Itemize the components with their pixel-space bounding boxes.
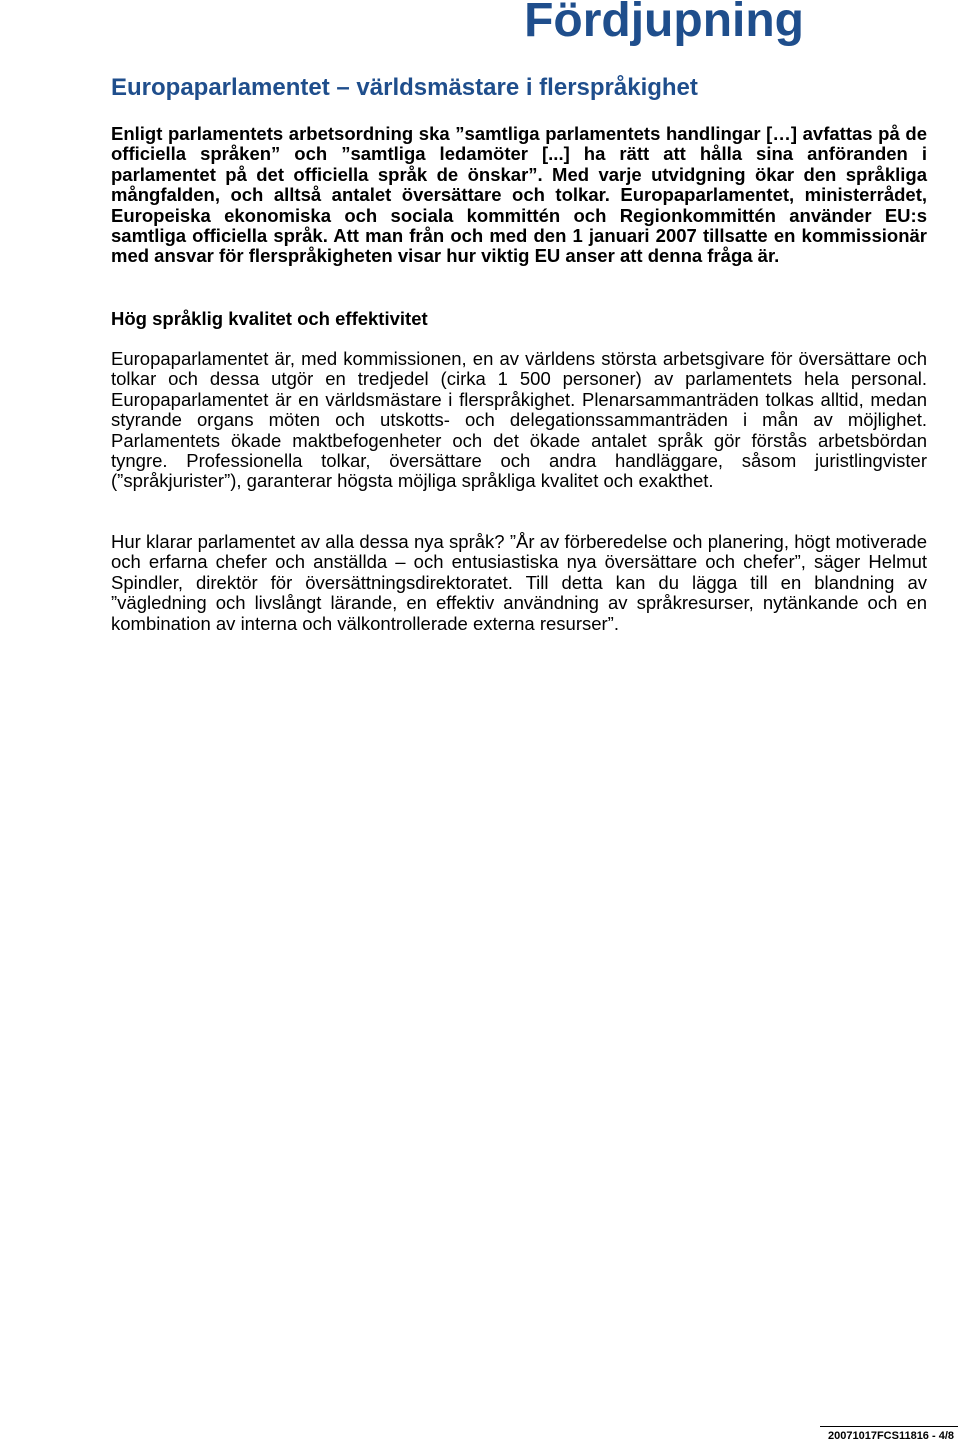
body-paragraph-1: Europaparlamentet är, med kommissionen, en av världens största arbetsgivare för översättare och tolkar och dessa utgör en tredjedel (cirka 1 500 personer) av parlamentets hela personal. Europaparlamentet är en världsmästare i flerspråkighet. Plenarsammanträden tolkas alltid, medan styrande organs möten och utskotts- och delegationssammanträden i mån av möjlighet. Parlamentets ökade maktbefogenheter och det ökade antalet språk gör förstås arbetsbördan tyngre. Professionella tolkar, översättare och andra handläggare, såsom juristlingvister (”språkjurister”), garanterar högsta möjliga språkliga kvalitet och exakthet. [111,348,927,492]
subheading: Hög språklig kvalitet och effektivitet [111,308,428,329]
section-label: Fördjupning [524,0,804,47]
body-paragraph-2: Hur klarar parlamentet av alla dessa nya språk? ”År av förberedelse och planering, högt motiverade och erfarna chefer och anställda – och entusiastiska nya översättare och chefer”, säger Helmut Spindler, direktör för översättningsdirektoratet. Till detta kan du lägga till en blandning av ”vägledning och livslångt lärande, en effektiv användning av språkresurser, nytänkande och en kombination av interna och välkontrollerade externa resurser”. [111,531,927,634]
page-footer: 20071017FCS11816 - 4/8 [820,1426,958,1443]
lead-paragraph: Enligt parlamentets arbetsordning ska ”samtliga parlamentets handlingar […] avfattas på de officiella språken” och ”samtliga ledamöter [...] ha rätt att hålla sina anföranden i parlamentet på det officiella språk de önskar”. Med varje utvidgning ökar den språkliga mångfalden, och alltså antalet översättare och tolkar. Europaparlamentet, ministerrådet, Europeiska ekonomiska och sociala kommittén och Regionkommittén använder EU:s samtliga officiella språk. Att man från och med den 1 januari 2007 tillsatte en kommissionär med ansvar för flerspråkigheten visar hur viktig EU anser att denna fråga är. [111,123,927,267]
article-title: Europaparlamentet – världsmästare i flerspråkighet [111,74,698,101]
